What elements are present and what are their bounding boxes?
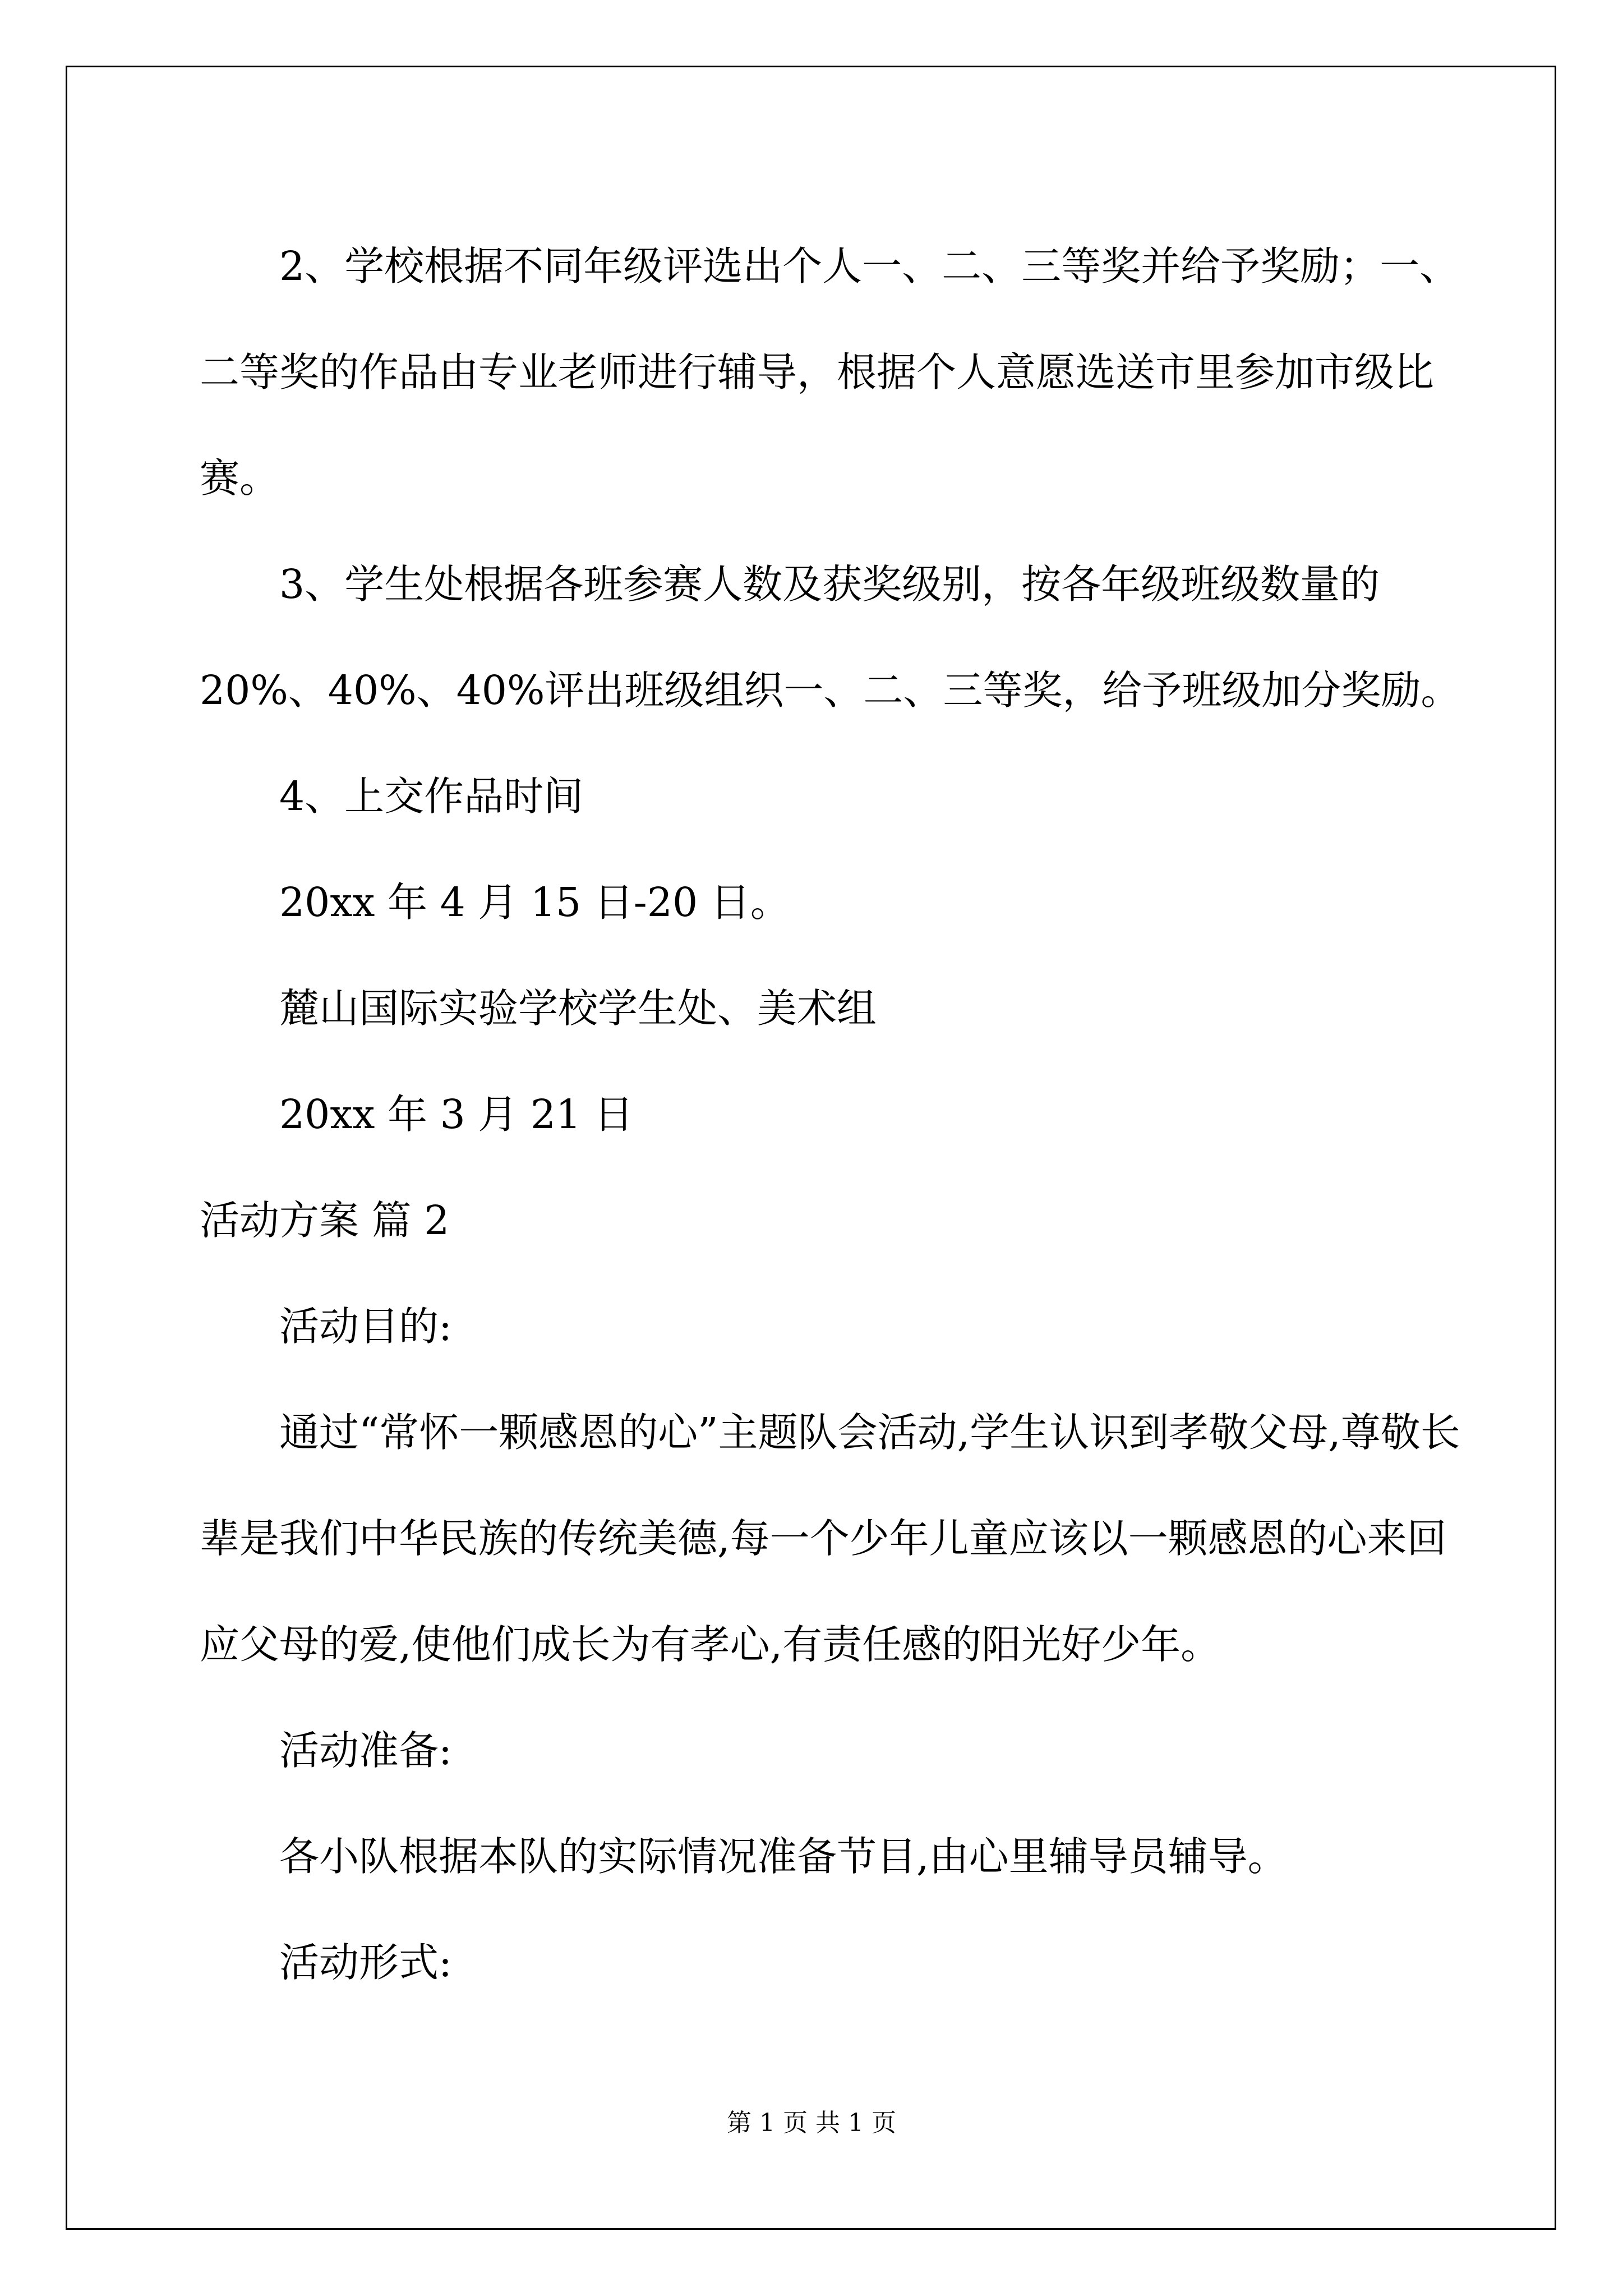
paragraph-format-heading: 活动形式:: [279, 1939, 452, 1986]
paragraph-class-awards: 3、学生处根据各班参赛人数及获奖级别，按各年级班级数量的20%、40%、40%评出班级组织一、二、三等奖，给予班级加分奖励。: [200, 561, 1461, 714]
paragraph-preparation-heading: 活动准备:: [279, 1727, 452, 1774]
section-heading-plan-2: 活动方案 篇 2: [200, 1197, 450, 1244]
paragraph-submission-date: 20xx 年 4 月 15 日-20 日。: [279, 879, 790, 926]
paragraph-organizer: 麓山国际实验学校学生处、美术组: [279, 985, 877, 1032]
paragraph-award-rules: 2、学校根据不同年级评选出个人一、二、三等奖并给予奖励；一、二等奖的作品由专业老师进行辅导，根据个人意愿选送市里参加市级比赛。: [200, 243, 1460, 501]
paragraph-purpose-body: 通过“常怀一颗感恩的心”主题队会活动,学生认识到孝敬父母,尊敬长辈是我们中华民族的传统美德,每一个少年儿童应该以一颗感恩的心来回应父母的爱,使他们成长为有孝心,有责任感的阳光好少年。: [200, 1409, 1460, 1668]
paragraph-submission-heading: 4、上交作品时间: [279, 773, 584, 820]
document-body: [200, 213, 1484, 2016]
paragraph-issue-date: 20xx 年 3 月 21 日: [279, 1091, 634, 1138]
paragraph-preparation-body: 各小队根据本队的实际情况准备节目,由心里辅导员辅导。: [279, 1833, 1288, 1880]
paragraph-purpose-heading: 活动目的:: [279, 1303, 452, 1350]
page-footer: 第 1 页 共 1 页: [727, 2109, 896, 2137]
